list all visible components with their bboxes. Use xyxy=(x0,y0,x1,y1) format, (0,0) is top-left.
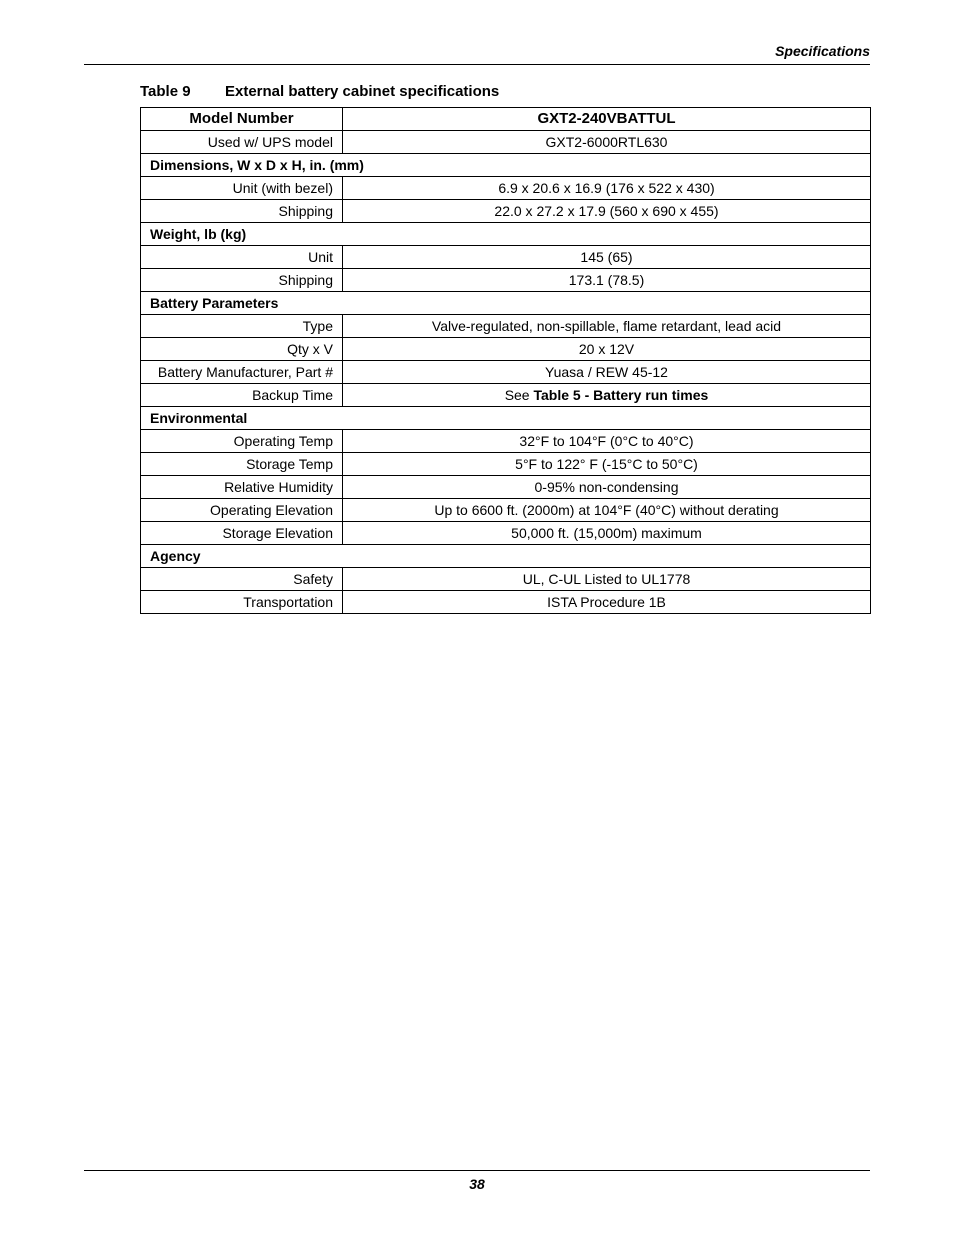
spec-label: Type xyxy=(141,315,343,338)
spec-label: Storage Elevation xyxy=(141,522,343,545)
spec-value: 145 (65) xyxy=(343,246,871,269)
section-row xyxy=(141,223,871,246)
spec-table xyxy=(140,107,871,614)
section-heading: Environmental xyxy=(141,407,871,430)
spec-value: Yuasa / REW 45-12 xyxy=(343,361,871,384)
table-row xyxy=(141,384,871,407)
spec-value: 50,000 ft. (15,000m) maximum xyxy=(343,522,871,545)
spec-value: Valve-regulated, non-spillable, flame retardant, lead acid xyxy=(343,315,871,338)
running-header: Specifications xyxy=(775,43,870,59)
table-header-row xyxy=(141,108,871,131)
spec-label: Qty x V xyxy=(141,338,343,361)
table-row xyxy=(141,430,871,453)
header-rule xyxy=(84,64,870,65)
table-row xyxy=(141,476,871,499)
spec-value: 22.0 x 27.2 x 17.9 (560 x 690 x 455) xyxy=(343,200,871,223)
spec-value: 20 x 12V xyxy=(343,338,871,361)
table-row xyxy=(141,522,871,545)
spec-label: Unit xyxy=(141,246,343,269)
section-heading: Agency xyxy=(141,545,871,568)
spec-value: UL, C-UL Listed to UL1778 xyxy=(343,568,871,591)
table-row xyxy=(141,315,871,338)
spec-value: 173.1 (78.5) xyxy=(343,269,871,292)
table-caption xyxy=(140,83,499,100)
spec-label: Operating Temp xyxy=(141,430,343,453)
table-row xyxy=(141,177,871,200)
table-row xyxy=(141,499,871,522)
spec-label: Operating Elevation xyxy=(141,499,343,522)
spec-label: Transportation xyxy=(141,591,343,614)
spec-label: Relative Humidity xyxy=(141,476,343,499)
table-row xyxy=(141,568,871,591)
spec-value: 5°F to 122° F (-15°C to 50°C) xyxy=(343,453,871,476)
spec-label: Storage Temp xyxy=(141,453,343,476)
footer-rule xyxy=(84,1170,870,1171)
page-number: 38 xyxy=(469,1176,485,1192)
table-row xyxy=(141,131,871,154)
spec-table-body xyxy=(141,131,871,614)
table-row xyxy=(141,453,871,476)
table-row xyxy=(141,269,871,292)
table-row xyxy=(141,591,871,614)
table-number: Table 9 xyxy=(140,83,191,100)
spec-value xyxy=(343,384,871,407)
model-value-header: GXT2-240VBATTUL xyxy=(343,108,871,131)
spec-label: Used w/ UPS model xyxy=(141,131,343,154)
section-heading: Weight, lb (kg) xyxy=(141,223,871,246)
table-reference: Table 5 - Battery run times xyxy=(533,387,709,403)
spec-value: GXT2-6000RTL630 xyxy=(343,131,871,154)
spec-value: 32°F to 104°F (0°C to 40°C) xyxy=(343,430,871,453)
spec-label: Safety xyxy=(141,568,343,591)
spec-value: 6.9 x 20.6 x 16.9 (176 x 522 x 430) xyxy=(343,177,871,200)
section-row xyxy=(141,407,871,430)
spec-label: Backup Time xyxy=(141,384,343,407)
model-number-header: Model Number xyxy=(141,108,343,131)
spec-value: 0-95% non-condensing xyxy=(343,476,871,499)
section-heading: Dimensions, W x D x H, in. (mm) xyxy=(141,154,871,177)
spec-label: Shipping xyxy=(141,200,343,223)
table-title: External battery cabinet specifications xyxy=(225,83,500,100)
table-row xyxy=(141,200,871,223)
table-row xyxy=(141,338,871,361)
value-prefix: See xyxy=(504,387,534,403)
spec-label: Shipping xyxy=(141,269,343,292)
spec-label: Battery Manufacturer, Part # xyxy=(141,361,343,384)
section-heading: Battery Parameters xyxy=(141,292,871,315)
table-row xyxy=(141,246,871,269)
table-row xyxy=(141,361,871,384)
section-row xyxy=(141,292,871,315)
section-row xyxy=(141,154,871,177)
spec-label: Unit (with bezel) xyxy=(141,177,343,200)
spec-value: Up to 6600 ft. (2000m) at 104°F (40°C) without derating xyxy=(343,499,871,522)
section-row xyxy=(141,545,871,568)
spec-value: ISTA Procedure 1B xyxy=(343,591,871,614)
